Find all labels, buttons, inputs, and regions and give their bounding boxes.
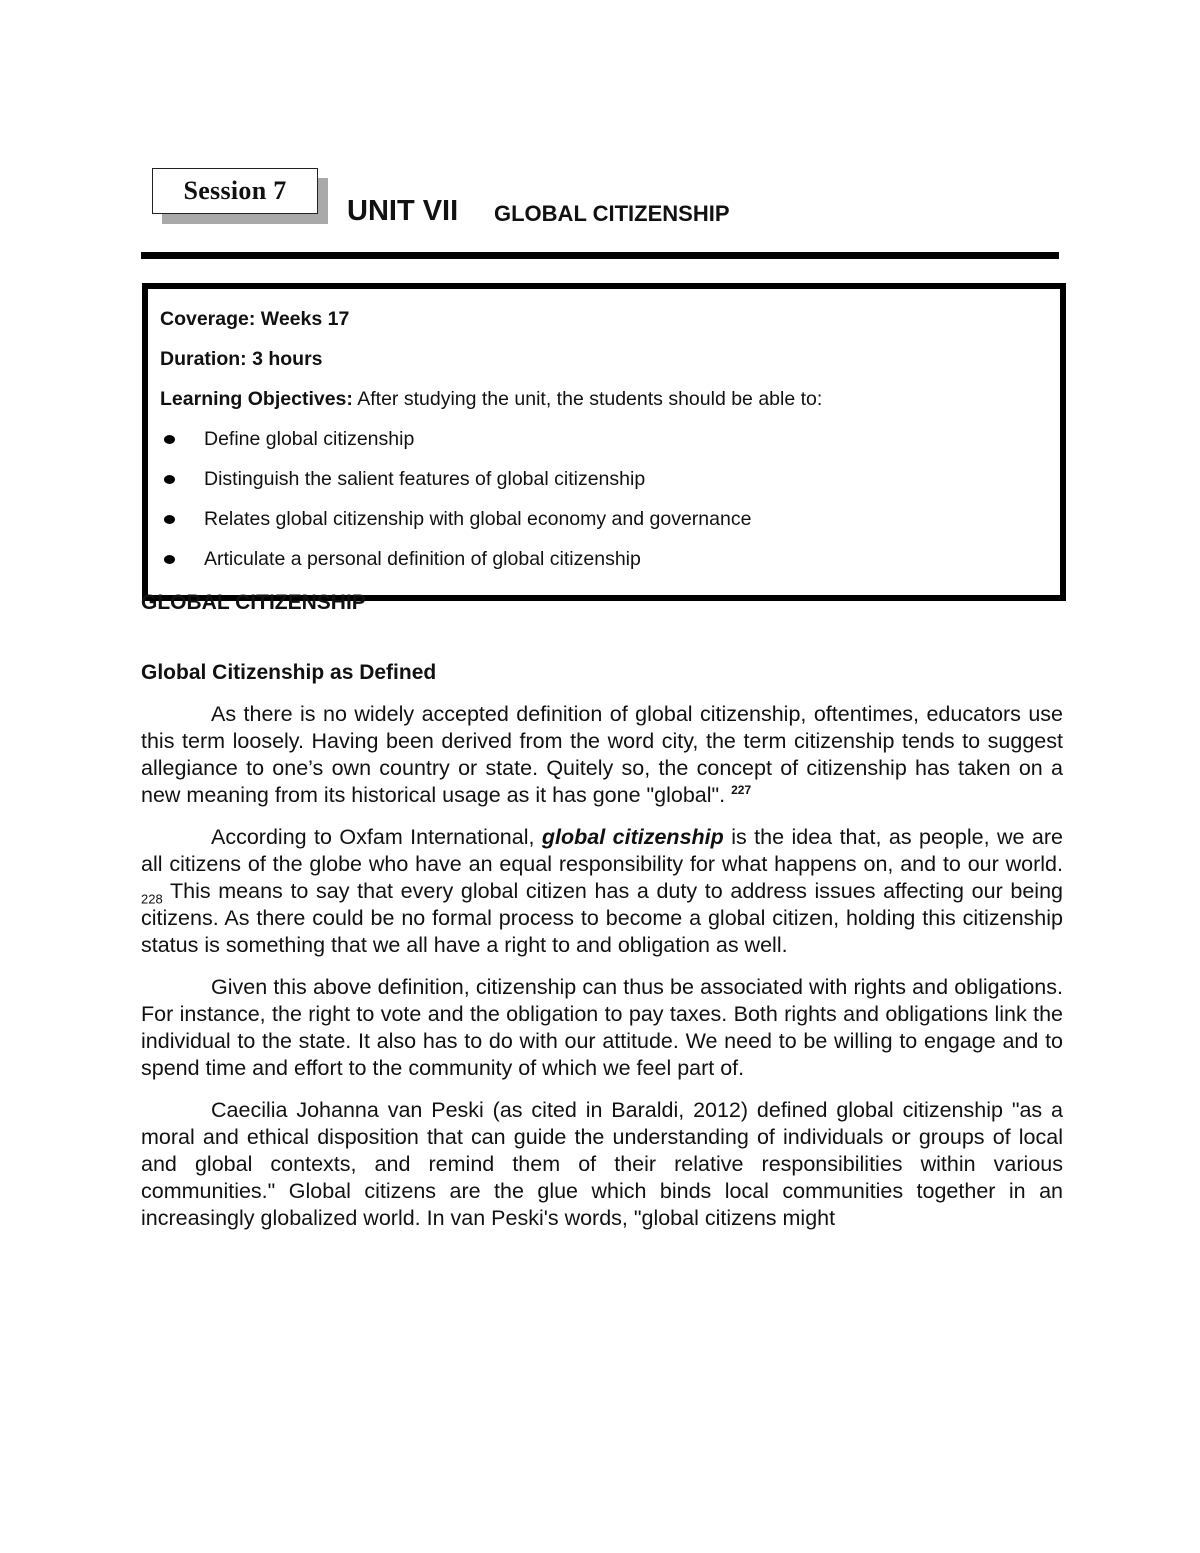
duration-line: Duration: 3 hours [160, 348, 323, 370]
objective-item: Relates global citizenship with global economy and governance [160, 499, 1060, 539]
section-heading: GLOBAL CITIZENSHIP [141, 591, 366, 614]
unit-title: GLOBAL CITIZENSHIP [494, 201, 730, 226]
paragraph-3: Given this above definition, citizenship can thus be associated with rights and obligations. For instance, the right to vote and the obligation to pay taxes. Both rights and obligations link the individual to the state. It also has to do with our attitude. We need to be willing to engage and to spend time and effort to the community of which we feel part of. [141, 975, 1063, 1080]
objectives-intro-text: After studying the unit, the students should be able to: [352, 388, 823, 410]
objectives-box [142, 283, 1066, 601]
paragraph-4: Caecilia Johanna van Peski (as cited in Baraldi, 2012) defined global citizenship "as a moral and ethical disposition that can guide the understanding of individuals or groups of local and global contexts, and remind them of their relative responsibilities within various communities." Global citizens are the glue which binds local communities together in an increasingly globalized world. In van Peski's words, "global citizens might [141, 1098, 1063, 1230]
objective-item: Distinguish the salient features of global citizenship [160, 459, 1060, 499]
paragraph-1: As there is no widely accepted definition of global citizenship, oftentimes, educators use this term loosely. Having been derived from the word city, the term citizenship tends to suggest allegiance to one’s own country or state. Quitely so, the concept of citizenship has taken on a new meaning from its historical usage as it has gone "global". $^{227}$ [141, 702, 1063, 807]
header-divider [141, 252, 1059, 259]
session-label: Session 7 [152, 168, 318, 214]
bullet-icon [164, 435, 175, 444]
sub-heading: Global Citizenship as Defined [141, 661, 437, 684]
coverage-line: Coverage: Weeks 17 [160, 308, 350, 330]
objective-item: Articulate a personal definition of global citizenship [160, 539, 1060, 579]
unit-number: UNIT VII [347, 195, 459, 227]
footnote-ref: 227 [731, 782, 752, 797]
emphasized-term: global citizenship [541, 825, 724, 849]
objectives-list [160, 419, 1060, 579]
objectives-intro [160, 379, 1060, 419]
bullet-icon [164, 515, 175, 524]
objectives-label: Learning Objectives: [160, 388, 353, 410]
objective-item: Define global citizenship [160, 419, 1060, 459]
bullet-icon [164, 475, 175, 484]
body-text [141, 701, 1063, 1232]
bullet-icon [164, 555, 175, 564]
paragraph-2: According to Oxfam International, global citizenship is the idea that, as people, we are all citizens of the globe who have an equal responsibility for what happens on, and to our world. $_{228}$ This means to say that every global citizen has a duty to address issues affecting our being citizens. As there could be no formal process to become a global citizen, holding this citizenship status is something that we all have a right to and obligation as well. [141, 825, 1063, 957]
footnote-ref: 228 [141, 891, 163, 907]
